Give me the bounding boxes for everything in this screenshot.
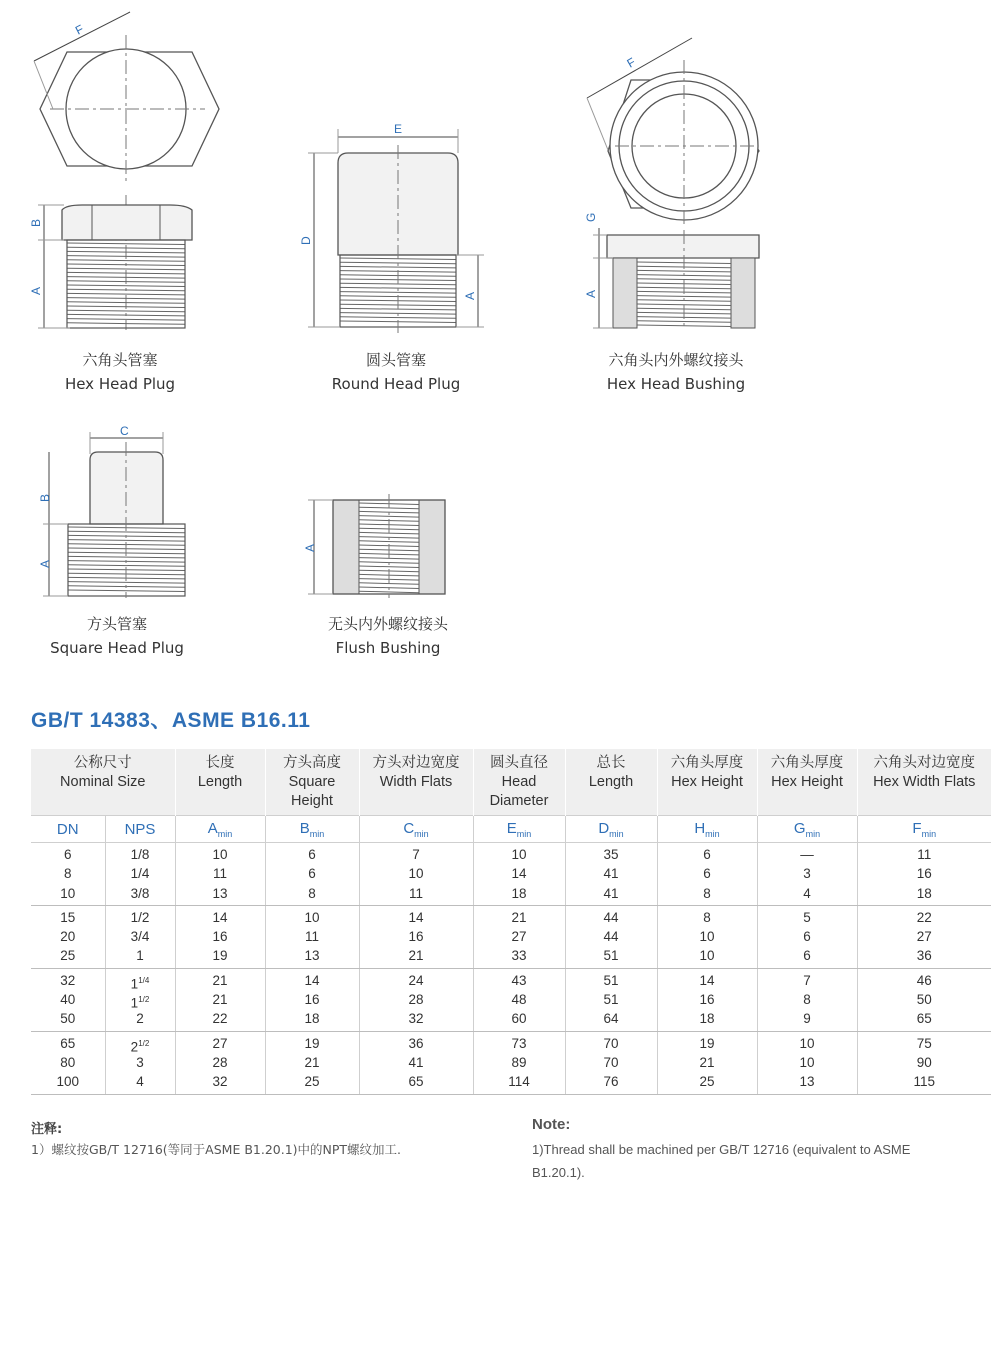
header-en: Width Flats	[379, 774, 453, 790]
cell-value: 3/4	[130, 929, 150, 945]
cell-value: 51	[603, 972, 619, 988]
subheader-cell	[473, 816, 565, 843]
cell-value: 32	[212, 1074, 228, 1090]
table-cell	[473, 843, 565, 906]
cell-value: 35	[603, 847, 619, 862]
dim-label-g: G	[584, 212, 598, 222]
cell-value: 8	[703, 909, 711, 925]
cell-value: 19	[699, 1035, 715, 1051]
header-cn: 圆头直径	[490, 755, 548, 771]
cell-value: 36	[408, 1035, 424, 1051]
cell-value: 100	[56, 1074, 80, 1090]
dim-label-b2: B	[38, 493, 52, 502]
subheader-symbol: H	[694, 819, 706, 837]
cell-value: 73	[511, 1035, 527, 1051]
cell-value: 36	[916, 948, 932, 964]
header-en: Hex Height	[671, 774, 743, 790]
table-cell	[175, 905, 265, 968]
subheader-cell	[857, 816, 991, 843]
table-cell	[105, 843, 175, 906]
subheader-cell	[31, 816, 105, 843]
header-cn: 六角头对边宽度	[873, 755, 975, 771]
dim-label-a4: A	[38, 559, 52, 568]
table-cell	[757, 843, 857, 906]
cell-value: 3	[803, 866, 811, 882]
cell-value: 21	[304, 1054, 320, 1070]
header-cn: 方头对边宽度	[372, 755, 460, 771]
table-cell	[31, 1031, 105, 1094]
cell-value: 40	[60, 992, 76, 1008]
cell-value: 21	[511, 909, 527, 925]
cell-value: 7	[412, 847, 420, 862]
header-en: Length	[588, 774, 634, 790]
cell-value: 15	[60, 909, 76, 925]
cell-value: 10	[408, 866, 424, 882]
table-cell	[31, 843, 105, 906]
standard-heading: GB/T 14383、ASME B16.11	[31, 709, 311, 732]
caption-cn: 方头管塞	[86, 615, 147, 633]
hex-head-plug-caption	[30, 348, 210, 396]
cell-value: 27	[212, 1035, 228, 1051]
cell-value: 1/8	[130, 847, 150, 862]
table-cell	[473, 1031, 565, 1094]
cell-value: $1^{1/4}$	[130, 975, 150, 992]
subheader-suffix: min	[921, 828, 937, 839]
column-header	[31, 749, 175, 816]
header-en: Hex Width Flats	[873, 774, 976, 790]
round-head-plug-drawing	[290, 115, 490, 335]
note-cn-title: 注释:	[31, 1122, 63, 1137]
subheader-symbol: B	[299, 819, 310, 837]
cell-value: 32	[408, 1011, 424, 1027]
cell-value: 6	[803, 929, 811, 945]
cell-value: 51	[603, 948, 619, 964]
cell-value: 8	[63, 866, 72, 882]
cell-value: 44	[603, 909, 619, 925]
cell-value: 75	[916, 1035, 932, 1051]
column-header	[473, 749, 565, 816]
dim-label-a2: A	[463, 291, 477, 300]
cell-value: 19	[304, 1035, 320, 1051]
subheader-suffix: min	[805, 828, 821, 839]
cell-value: 65	[916, 1011, 932, 1027]
table-cell	[857, 843, 991, 906]
table-cell	[175, 968, 265, 1031]
table-cell	[757, 905, 857, 968]
header-en: Square Height	[288, 774, 336, 809]
square-head-plug-drawing	[30, 420, 200, 600]
table-cell	[359, 905, 473, 968]
cell-value: 16	[916, 866, 932, 882]
table-cell	[857, 905, 991, 968]
column-header	[175, 749, 265, 816]
note-en-title: Note:	[532, 1116, 571, 1133]
dim-label-a3: A	[584, 289, 598, 298]
caption-en: Square Head Plug	[50, 639, 184, 657]
subheader-symbol: F	[912, 819, 922, 837]
cell-value: 24	[408, 972, 424, 988]
cell-value: 32	[60, 972, 76, 988]
hex-head-bushing-drawing	[575, 30, 775, 335]
header-en: Head Diameter	[489, 774, 549, 809]
table-row-group	[31, 1031, 991, 1094]
cell-value: 11	[212, 866, 227, 882]
cell-value: 5	[803, 909, 811, 925]
cell-value: 115	[913, 1074, 936, 1090]
cell-value: 89	[511, 1054, 527, 1070]
cell-value: 60	[511, 1011, 527, 1027]
cell-value: 65	[60, 1035, 76, 1051]
flush-bushing-drawing	[295, 490, 465, 600]
table-cell	[857, 1031, 991, 1094]
subheader-symbol: NPS	[124, 820, 156, 838]
cell-value: 21	[212, 992, 228, 1008]
header-cn: 六角头厚度	[770, 755, 844, 771]
cell-value: 16	[699, 992, 715, 1008]
table-cell	[105, 968, 175, 1031]
table-cell	[565, 968, 657, 1031]
cell-value: 64	[603, 1011, 619, 1027]
cell-value: 41	[603, 885, 619, 901]
header-en: Hex Height	[771, 774, 843, 790]
subheader-cell	[359, 816, 473, 843]
dim-label-a: A	[29, 286, 43, 295]
table-cell	[105, 905, 175, 968]
table-cell	[265, 843, 359, 906]
column-header	[657, 749, 757, 816]
header-en: Nominal Size	[60, 774, 146, 790]
cell-value: 10	[511, 847, 527, 862]
cell-value: 48	[511, 992, 527, 1008]
dimension-table	[31, 749, 991, 1095]
header-cn: 公称尺寸	[73, 755, 132, 771]
note-cn-text: 1）螺纹按GB/T 12716(等同于ASME B1.20.1)中的NPT螺纹加工.	[31, 1142, 402, 1157]
cell-value: 21	[212, 972, 228, 988]
cell-value: $1^{1/2}$	[130, 995, 150, 1011]
cell-value: 80	[60, 1054, 76, 1070]
dim-label-f: F	[73, 21, 86, 38]
cell-value: 50	[916, 992, 932, 1008]
cell-value: 6	[308, 847, 316, 862]
cell-value: 4	[136, 1074, 144, 1090]
table-cell	[565, 1031, 657, 1094]
cell-value: 6	[63, 847, 72, 862]
table-cell	[565, 843, 657, 906]
subheader-suffix: min	[309, 828, 325, 839]
subheader-suffix: min	[217, 828, 233, 839]
cell-value: 18	[511, 885, 527, 901]
subheader-symbol: G	[793, 819, 806, 837]
caption-en: Round Head Plug	[331, 375, 461, 393]
cell-value: 16	[408, 929, 424, 945]
square-head-plug-caption	[27, 612, 207, 660]
table-row-group	[31, 843, 991, 906]
subheader-cell	[657, 816, 757, 843]
cell-value: 51	[603, 992, 619, 1008]
cell-value: 43	[511, 972, 527, 988]
table-cell	[359, 843, 473, 906]
cell-value: 65	[408, 1074, 424, 1090]
caption-cn: 六角头管塞	[82, 351, 158, 369]
cell-value: 33	[511, 948, 527, 964]
subheader-suffix: min	[609, 828, 624, 839]
dim-label-c: C	[120, 424, 129, 438]
cell-value: 3/8	[130, 885, 150, 901]
cell-value: 1/4	[130, 866, 150, 882]
cell-value: 10	[212, 847, 228, 862]
cell-value: 6	[703, 847, 711, 862]
header-cn: 方头高度	[283, 755, 341, 771]
cell-value: 16	[304, 992, 320, 1008]
cell-value: 10	[60, 885, 76, 901]
table-cell	[105, 1031, 175, 1094]
subheader-suffix: min	[414, 828, 429, 839]
cell-value: 70	[603, 1035, 619, 1051]
subheader-cell	[105, 816, 175, 843]
cell-value: 41	[408, 1054, 424, 1070]
caption-en: Hex Head Bushing	[606, 375, 746, 393]
subheader-symbol: D	[598, 819, 610, 837]
cell-value: 14	[699, 972, 715, 988]
table-cell	[359, 968, 473, 1031]
cell-value: 16	[212, 929, 228, 945]
table-cell	[473, 968, 565, 1031]
cell-value: 13	[212, 885, 228, 901]
cell-value: 10	[304, 909, 320, 925]
cell-value: 114	[508, 1074, 530, 1090]
note-en-text: 1)Thread shall be machined per GB/T 12716 (equivalent to ASME B1.20.1).	[532, 1142, 911, 1180]
cell-value: 6	[308, 866, 316, 882]
cell-value: 46	[916, 972, 932, 988]
subheader-cell	[565, 816, 657, 843]
dim-label-e: E	[394, 122, 403, 136]
cell-value: 28	[408, 992, 424, 1008]
cell-value: 6	[803, 948, 811, 964]
cell-value: 11	[304, 929, 319, 945]
cell-value: 76	[603, 1074, 619, 1090]
caption-en: Hex Head Plug	[64, 375, 176, 393]
cell-value: 90	[916, 1054, 932, 1070]
column-header	[565, 749, 657, 816]
table-cell	[657, 1031, 757, 1094]
dim-label-b: B	[29, 218, 43, 227]
caption-cn: 无头内外螺纹接头	[327, 615, 448, 633]
table-cell	[757, 1031, 857, 1094]
cell-value: 25	[60, 948, 76, 964]
table-cell	[657, 843, 757, 906]
caption-cn: 圆头管塞	[365, 351, 426, 369]
subheader-cell	[757, 816, 857, 843]
table-cell	[31, 968, 105, 1031]
column-header	[265, 749, 359, 816]
cell-value: 10	[699, 929, 715, 945]
table-cell	[857, 968, 991, 1031]
cell-value: 70	[603, 1054, 619, 1070]
cell-value: 13	[304, 948, 320, 964]
caption-cn: 六角头内外螺纹接头	[608, 351, 744, 369]
header-cn: 总长	[596, 755, 626, 771]
cell-value: 11	[408, 885, 423, 901]
cell-value: 14	[304, 972, 320, 988]
column-header	[757, 749, 857, 816]
header-en: Length	[197, 774, 243, 790]
table-cell	[265, 905, 359, 968]
cell-value: 41	[603, 866, 619, 882]
cell-value: 14	[212, 909, 228, 925]
dim-label-d: D	[299, 236, 313, 245]
cell-value: 1/2	[130, 909, 150, 925]
table-row-group	[31, 968, 991, 1031]
caption-en: Flush Bushing	[335, 639, 441, 657]
cell-value: 1	[136, 948, 144, 964]
cell-value: 21	[408, 948, 424, 964]
subheader-symbol: C	[403, 819, 415, 837]
cell-value: 14	[408, 909, 424, 925]
cell-value: 2	[136, 1011, 144, 1027]
header-cn: 长度	[205, 755, 235, 771]
cell-value: 20	[60, 929, 76, 945]
cell-value: 21	[699, 1054, 715, 1070]
cell-value: 10	[799, 1035, 815, 1051]
subheader-cell	[265, 816, 359, 843]
cell-value: 18	[916, 885, 932, 901]
dim-label-f2: F	[624, 54, 638, 71]
cell-value: 25	[699, 1074, 715, 1090]
cell-value: 25	[304, 1074, 320, 1090]
table-cell	[31, 905, 105, 968]
cell-value: 4	[803, 885, 811, 901]
cell-value: 7	[803, 972, 811, 988]
subheader-symbol: A	[207, 819, 218, 837]
cell-value: 27	[916, 929, 932, 945]
cell-value: 18	[699, 1011, 715, 1027]
table-cell	[265, 968, 359, 1031]
subheader-symbol: DN	[56, 820, 79, 838]
cell-value: 6	[703, 866, 711, 882]
cell-value: 9	[803, 1011, 811, 1027]
hex-head-plug-drawing	[20, 5, 220, 335]
flush-bushing-caption	[298, 612, 478, 660]
column-header	[359, 749, 473, 816]
cell-value: 18	[304, 1011, 320, 1027]
cell-value: 28	[212, 1054, 228, 1070]
cell-value: 13	[799, 1074, 815, 1090]
cell-value: 44	[603, 929, 619, 945]
table-cell	[473, 905, 565, 968]
table-cell	[175, 843, 265, 906]
table-cell	[175, 1031, 265, 1094]
cell-value: 10	[699, 948, 715, 964]
subheader-cell	[175, 816, 265, 843]
cell-value: 14	[511, 866, 527, 882]
subheader-suffix: min	[516, 828, 532, 839]
dim-label-a5: A	[303, 543, 317, 552]
cell-value: 50	[60, 1011, 76, 1027]
cell-value: 27	[511, 929, 527, 945]
table-cell	[565, 905, 657, 968]
cell-value: 22	[212, 1011, 228, 1027]
table-row-group	[31, 905, 991, 968]
round-head-plug-caption	[306, 348, 486, 396]
table-cell	[265, 1031, 359, 1094]
header-cn: 六角头厚度	[670, 755, 744, 771]
column-header	[857, 749, 991, 816]
header-row	[31, 749, 991, 816]
hex-head-bushing-caption	[586, 348, 766, 396]
cell-value: —	[800, 847, 814, 862]
subheader-row	[31, 816, 991, 843]
table-cell	[657, 968, 757, 1031]
table-cell	[657, 905, 757, 968]
table-cell	[359, 1031, 473, 1094]
cell-value: 19	[212, 948, 228, 964]
cell-value: 8	[803, 992, 811, 1008]
cell-value: 10	[799, 1054, 815, 1070]
cell-value: 11	[917, 847, 932, 862]
subheader-symbol: E	[506, 819, 517, 837]
table-cell	[757, 968, 857, 1031]
cell-value: 8	[308, 885, 316, 901]
cell-value: 8	[703, 885, 711, 901]
subheader-suffix: min	[705, 828, 720, 839]
cell-value: 22	[916, 909, 932, 925]
cell-value: 3	[136, 1054, 144, 1070]
cell-value: $2^{1/2}$	[130, 1038, 150, 1055]
